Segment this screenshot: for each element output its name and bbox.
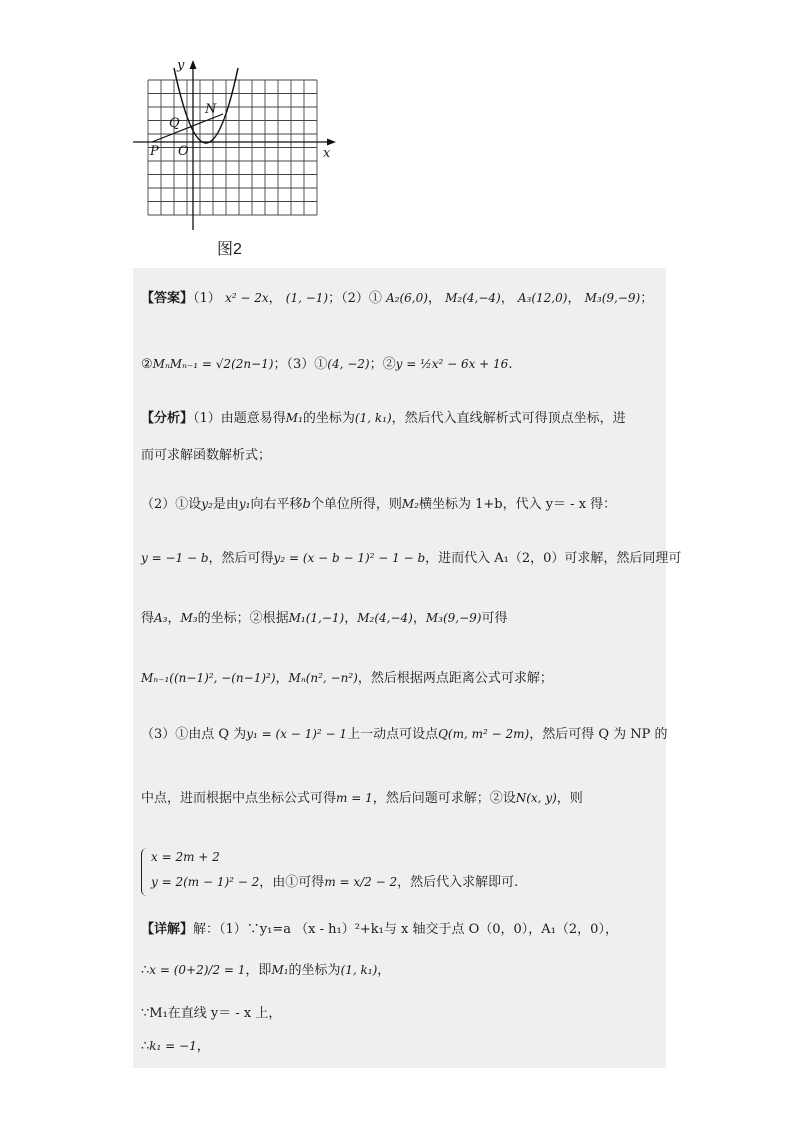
analysis-l8a: 中点，进而根据中点坐标公式可得 — [141, 791, 337, 806]
analysis-l5b: 的坐标；②根据 — [197, 611, 289, 626]
detail-l2d: ， — [377, 963, 391, 978]
figure-caption: 图2 — [217, 241, 242, 258]
answer-part3-label: ；（3）① — [273, 357, 328, 372]
analysis-l3a: （2）①设 — [141, 497, 202, 512]
answer-sep: ， — [268, 291, 282, 306]
analysis-l6-mn1: Mₙ₋₁((n−1)², −(n−1)²) — [141, 671, 276, 685]
analysis-l1a: （1）由题意易得 — [193, 411, 286, 426]
analysis-sep: ， — [275, 671, 289, 686]
analysis-l5-m3: M₃ — [180, 611, 198, 625]
analysis-l6a: ，然后根据两点距离公式可求解； — [357, 671, 553, 686]
analysis-l7b: 上一动点可设点 — [347, 727, 439, 742]
analysis-l7a: （3）①由点 Q 为 — [141, 727, 247, 742]
detail-l4a: ∴ — [141, 1039, 150, 1054]
analysis-l4b: ，进而代入 A₁（2，0）可求解，然后同理可 — [425, 551, 682, 566]
analysis-line-5 — [141, 608, 660, 629]
analysis-l4-func: y₂ = (x − b − 1)² − 1 − b — [273, 551, 426, 565]
analysis-line-6 — [141, 668, 660, 689]
answer-part1-label: （1） — [193, 291, 221, 306]
analysis-l3-b: b — [302, 497, 311, 512]
point-q-label: Q — [169, 116, 180, 131]
answer-distance-formula: MₙMₙ₋₁ = √2(2n−1) — [152, 357, 274, 371]
analysis-sep: ， — [412, 611, 426, 626]
answer-line2-prefix: ② — [141, 357, 153, 372]
answer-a2: A₂(6,0) — [386, 291, 428, 305]
analysis-l8-n: N(x, y) — [515, 791, 557, 805]
detail-l4-expr: k₁ = −1 — [149, 1039, 197, 1053]
y-axis-arrow — [190, 60, 197, 69]
analysis-line-2: 而可求解函数解析式； — [141, 448, 272, 463]
solution-panel — [133, 268, 682, 1068]
analysis-l4-expr: y = −1 − b — [141, 551, 209, 565]
detail-l2c: 的坐标为 — [288, 963, 341, 978]
analysis-line-8 — [141, 788, 660, 809]
analysis-l3b: 是由 — [212, 497, 239, 512]
graph-figure — [128, 58, 348, 268]
detail-line-1 — [141, 920, 660, 940]
detail-l2a: ∴ — [141, 963, 150, 978]
point-n-label: N — [205, 102, 217, 117]
analysis-line-9 — [151, 872, 660, 893]
system-eq-2: y = 2(m − 1)² − 2 — [151, 875, 260, 889]
detail-tag: 【详解】 — [141, 922, 194, 937]
analysis-l8-m: m = 1 — [336, 791, 373, 805]
analysis-l1c: ，然后代入直线解析式可得顶点坐标，进 — [391, 411, 626, 426]
system-brace — [141, 848, 150, 896]
analysis-line-1 — [141, 408, 660, 429]
answer-sep: ， — [567, 291, 581, 306]
point-p-label: P — [150, 144, 159, 159]
y-axis-label: y — [177, 58, 185, 73]
analysis-l1b: 的坐标为 — [302, 411, 355, 426]
analysis-l8b: ，然后问题可求解；②设 — [372, 791, 516, 806]
analysis-l1-point: (1, k₁) — [354, 411, 392, 425]
answer-part3-point: (4, −2) — [327, 357, 370, 371]
detail-l1: 解：（1）∵y₁=a （x - h₁）²+k₁与 x 轴交于点 O（0，0），A₁（2，0）， — [193, 922, 618, 937]
origin-label: O — [178, 144, 189, 159]
analysis-l7c: ，然后可得 Q 为 NP 的 — [529, 727, 668, 742]
answer-line-2 — [141, 354, 660, 375]
detail-line-4 — [141, 1036, 660, 1057]
analysis-l3-y2: y₂ — [201, 497, 213, 511]
answer-end: ； — [640, 291, 654, 306]
answer-part3-func: y = ½x² − 6x + 16 — [395, 357, 509, 371]
answer-m2: M₂(4,−4) — [445, 291, 501, 305]
system-eq-1: x = 2m + 2 — [151, 850, 220, 864]
analysis-sep: ， — [167, 611, 181, 626]
analysis-l3d: 个单位所得，则 — [310, 497, 402, 512]
detail-line-2 — [141, 960, 660, 981]
analysis-l1-m1: M₁ — [285, 411, 303, 425]
analysis-l3-m2: M₂ — [401, 497, 419, 511]
answer-sep: ， — [500, 291, 514, 306]
analysis-l5-m3-point: M₃(9,−9) — [425, 611, 482, 625]
detail-l4b: ， — [196, 1039, 210, 1054]
analysis-l5-a3: A₃ — [154, 611, 168, 625]
answer-part3-sub2: ；② — [369, 357, 396, 372]
analysis-l9a: ，由①可得 — [259, 875, 325, 890]
detail-line-3: ∵M₁在直线 y＝ - x 上， — [141, 1006, 282, 1021]
analysis-line-7 — [141, 724, 668, 745]
analysis-sep: ， — [344, 611, 358, 626]
analysis-l5-m1-point: M₁(1,−1) — [288, 611, 345, 625]
answer-m3: M₃(9,−9) — [584, 291, 641, 305]
analysis-l3-y1: y₁ — [238, 497, 251, 511]
analysis-line-4 — [141, 548, 682, 569]
answer-line2-end: . — [508, 357, 513, 372]
analysis-l8c: ，则 — [556, 791, 583, 806]
analysis-l9b: ，然后代入求解即可. — [397, 875, 519, 890]
analysis-tag: 【分析】 — [141, 411, 194, 426]
analysis-l5a: 得 — [141, 611, 155, 626]
coordinate-grid — [128, 58, 348, 233]
analysis-line-3 — [141, 494, 660, 515]
answer-line-1 — [141, 288, 660, 309]
answer-part1-expr: x² − 2x — [224, 291, 269, 305]
detail-l2b: ，即 — [245, 963, 272, 978]
answer-sep: ， — [427, 291, 441, 306]
analysis-l6-mn: Mₙ(n², −n²) — [288, 671, 358, 685]
analysis-l9-m: m = x/2 − 2 — [324, 875, 398, 889]
analysis-l5-m2-point: M₂(4,−4) — [357, 611, 413, 625]
detail-l2-m1: M₁ — [271, 963, 289, 977]
analysis-l5c: 可得 — [481, 611, 508, 626]
answer-part1-point: (1, −1) — [285, 291, 329, 305]
analysis-l7-q: Q(m, m² − 2m) — [438, 727, 530, 741]
x-axis-arrow — [327, 139, 336, 146]
x-axis-label: x — [323, 146, 331, 161]
analysis-l4a: ，然后可得 — [208, 551, 274, 566]
answer-a3: A₃(12,0) — [517, 291, 568, 305]
detail-l2-point: (1, k₁) — [340, 963, 378, 977]
answer-part2-label: ；（2）① — [328, 291, 382, 306]
answer-tag: 【答案】 — [141, 291, 194, 306]
analysis-l3c: 向右平移 — [250, 497, 303, 512]
analysis-l3e: 横坐标为 1+b，代入 y＝ - x 得： — [418, 497, 617, 512]
detail-l2-expr: x = (0+2)/2 = 1 — [149, 963, 246, 977]
analysis-l7-func: y₁ = (x − 1)² − 1 — [246, 727, 348, 741]
